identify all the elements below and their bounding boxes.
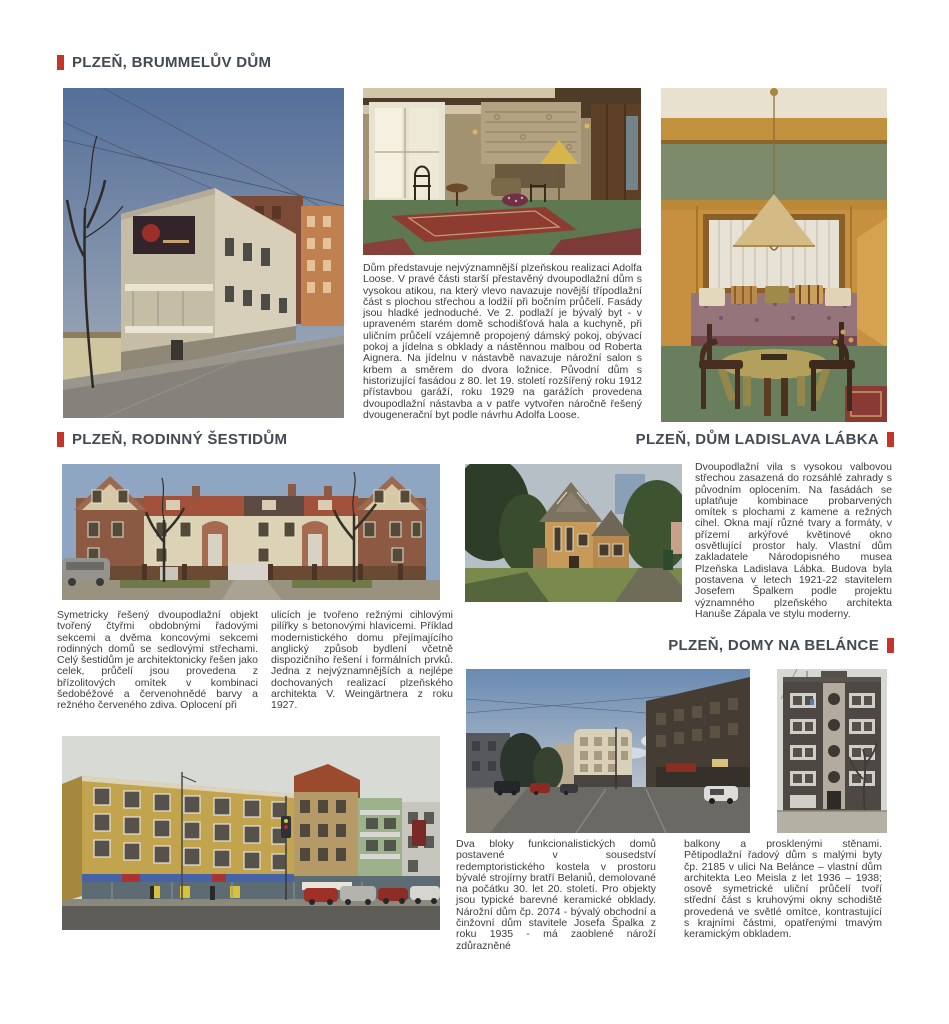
red-accent-bar	[887, 432, 894, 447]
paragraph-sestidum-col2: ulicích je tvořeno režnými cihlovými pilířky s betonovými hlavicemi. Příklad modernistického domu přejímajícího anglický způsob bydlení včetně dispozičního řešení i formálních prvků. Jedna z nejvýznamnějších a nejlépe dochovaných realizací plzeňského architekta V. Weingärtnera z roku 1927.	[271, 609, 453, 712]
photo-belance-corner-shops	[62, 736, 440, 930]
section-title-brummel: PLZEŇ, BRUMMELŮV DŮM	[72, 54, 272, 71]
paragraph-brummel: Dům představuje nejvýznamnější plzeňskou realizaci Adolfa Loose. V pravé části starší přestavěný dvoupodlažní dům s vysokou atikou, na který vlevo navazuje novější třípodlažní část s plochou střechou a lodžií při bočním průčelí. Fasády jsou hladké jednoduché. Ve 2. podlaží je bývalý byt - v upraveném starém domě schodišťová hala a kuchyně, při uličním průčelí vzájemně propojený dámský pokoj, obývací pokoj a jídelna s obklady a nástěnnou malbou od Roberta Aignera. Na jídelnu v nástavbě navazuje nárožní salon s krbem a směrem do dvora ložnice. Původní dům s historizující fasádou z 80. let 19. století rozšířený roku 1912 přístavbou garáží, roku 1929 na garážích provedena dvoupodlažní nástavba a v patře vytvořen náročně řešený dvougenerační byt podle návrhu Adolfa Loose.	[363, 262, 642, 421]
red-accent-bar	[887, 638, 894, 653]
paragraph-sestidum-col1: Symetricky řešený dvoupodlažní objekt tvořený čtyřmi obdobnými řadovými sekcemi a dvěma koncovými sekcemi rodinných domů se sedlovými střechami. Celý šestidům je architektonicky řešen jako celek, průčelí jsou provedena z břízolitových omítek v kombinaci šedobéžové a červenohnědé barvy a režného červeného zdiva. Oplocení při	[57, 609, 258, 712]
section-heading-brummel	[57, 54, 271, 71]
section-heading-belance	[668, 637, 894, 654]
section-heading-sestidum	[57, 431, 287, 448]
photo-belance-street-corner	[466, 669, 750, 833]
paragraph-labek: Dvoupodlažní vila s vysokou valbovou střechou zasazená do rozsáhlé zahrady s původním oplocením. Na fasádách se uplatňuje kombinace probarvených omítek s plochami z kamene a režných cihel. Okna mají různé tvary a formáty, v přízemí arkýřové květinové okno osvětlující prostor haly. Vlastní dům zakladatele Národopisného musea Plzeňska Ladislava Lábka. Budova byla postavena v letech 1921-22 stavitelem Josefem Špalkem podle projektu významného plzeňského architekta Hanuše Zápala ve stylu moderny.	[695, 461, 892, 620]
photo-sestidum-row-houses	[62, 464, 440, 600]
photo-brummel-house-exterior	[63, 88, 344, 418]
paragraph-belance-col2: balkony a prosklenými stěnami. Pětipodlažní řadový dům s malými byty čp. 2185 v ulici Na Belánce – vlastní dům architekta Leo Meisla z let 1936 – 1938; osově symetrické uliční průčelí tvoří střední část s kruhovými okny schodiště provedená ve světlé omítce, kontrastující s krajními částmi, opatřenými tmavým keramickým obkladem.	[684, 838, 882, 941]
section-title-labek: PLZEŇ, DŮM LADISLAVA LÁBKA	[635, 431, 879, 448]
paragraph-belance-col1: Dva bloky funkcionalistických domů postavené v sousedství redemptoristického kostela v prostoru bývalé strojírny bratří Belaniů, demolované na počátku 30. let 20. století. Pro objekty jsou typické barevné keramické obklady. Nárožní dům čp. 2074 - bývalý obchodní a činžovní dům stavitele Josefa Špalka z roku 1935 - má zaoblené nároží zdůrazněné	[456, 838, 656, 952]
photo-loos-interior-pendant-lamp	[661, 88, 887, 422]
red-accent-bar	[57, 432, 64, 447]
photo-loos-interior-living-room	[363, 88, 641, 255]
section-title-sestidum: PLZEŇ, RODINNÝ ŠESTIDŮM	[72, 431, 288, 448]
section-title-belance: PLZEŇ, DOMY NA BELÁNCE	[668, 637, 879, 654]
photo-labek-villa	[465, 464, 682, 602]
photo-belance-dark-facade	[777, 669, 887, 833]
section-heading-labek	[636, 431, 894, 448]
red-accent-bar	[57, 55, 64, 70]
